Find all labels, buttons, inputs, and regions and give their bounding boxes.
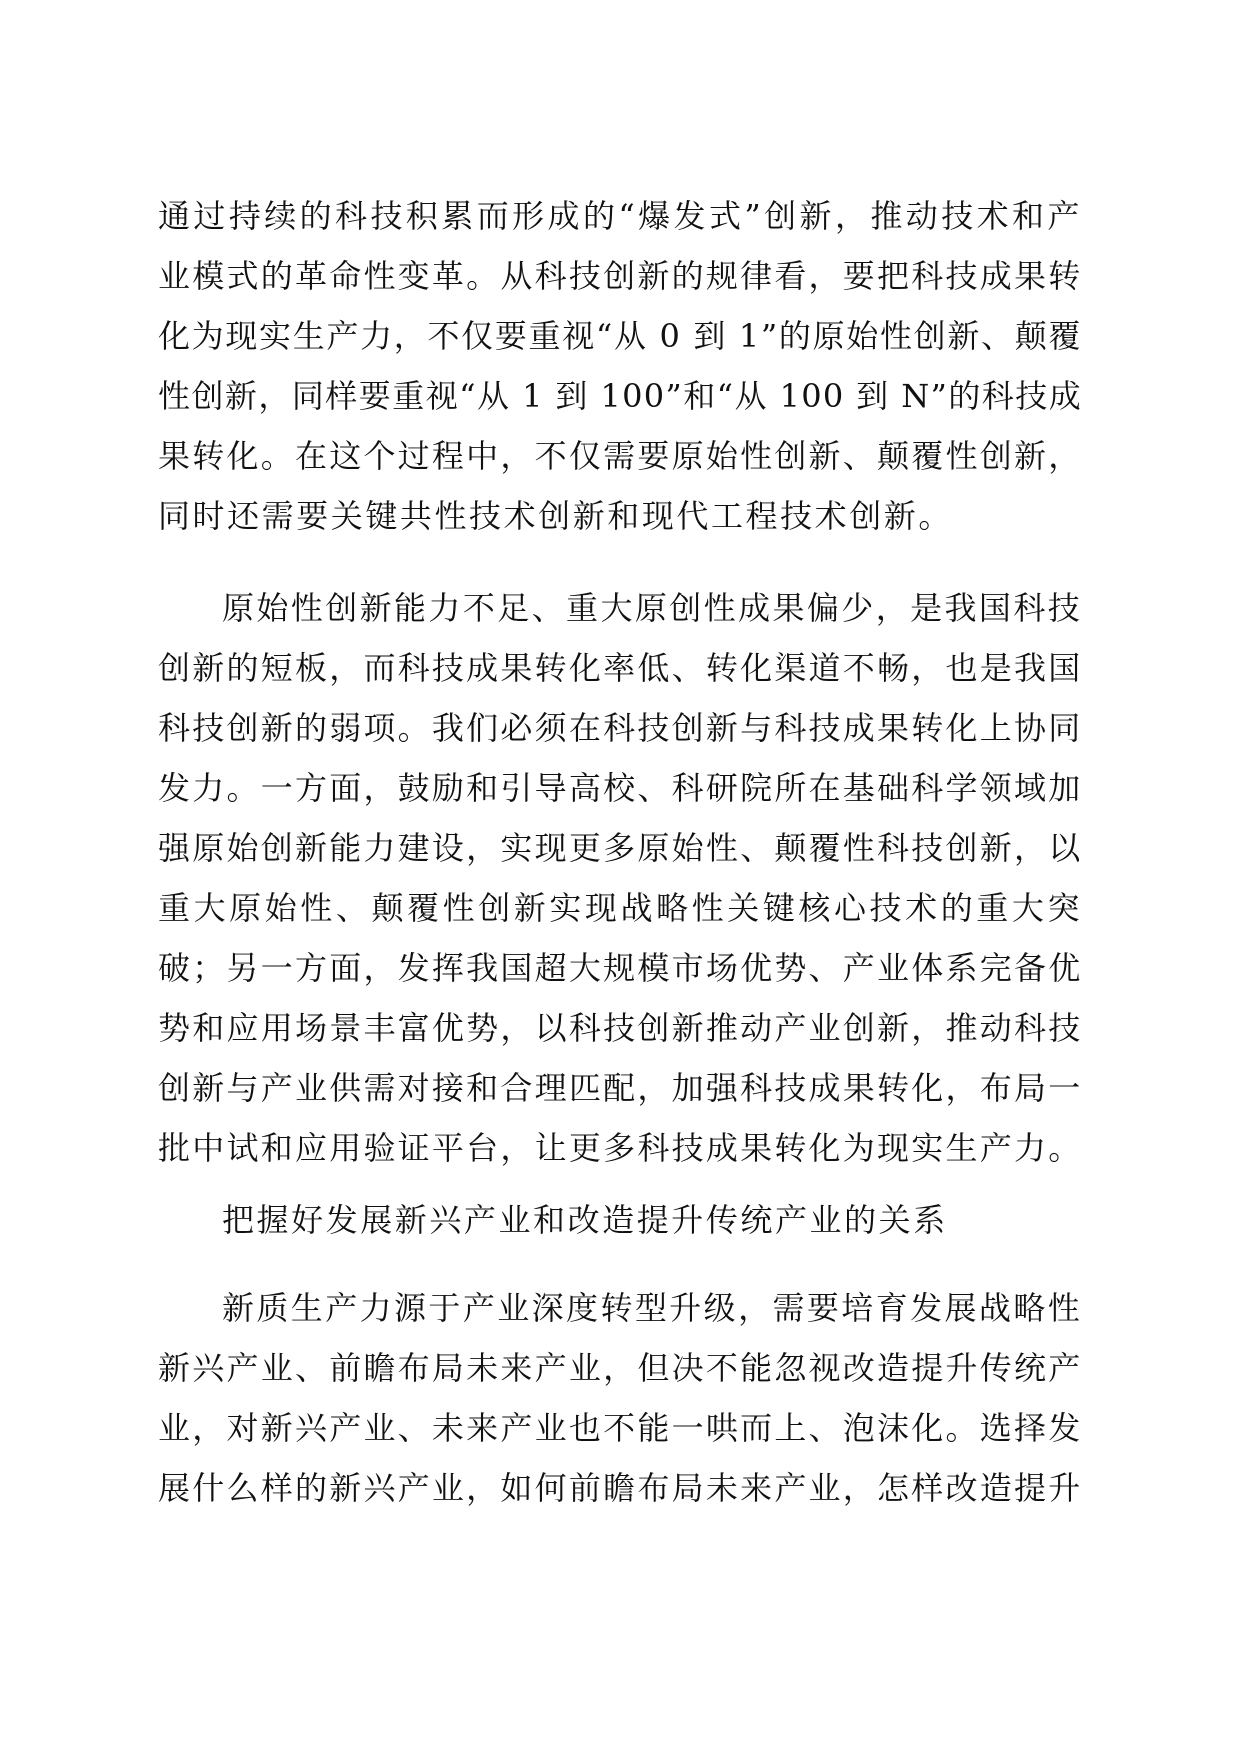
text-line: 创新的短板，而科技成果转化率低、转化渠道不畅，也是我国 bbox=[158, 649, 1083, 687]
text-line: 创新与产业供需对接和合理匹配，加强科技成果转化，布局一 bbox=[158, 1069, 1083, 1107]
text-line: 性创新，同样要重视“从 1 到 100”和“从 100 到 N”的科技成 bbox=[158, 377, 1082, 415]
text-line: 化为现实生产力，不仅要重视“从 0 到 1”的原始性创新、颠覆 bbox=[158, 317, 1082, 355]
text-line: 业，对新兴产业、未来产业也不能一哄而上、泡沫化。选择发 bbox=[158, 1409, 1083, 1447]
section-heading: 把握好发展新兴产业和改造提升传统产业的关系 bbox=[222, 1201, 948, 1239]
text-line: 展什么样的新兴产业，如何前瞻布局未来产业，怎样改造提升 bbox=[158, 1469, 1083, 1507]
text-line: 批中试和应用验证平台，让更多科技成果转化为现实生产力。 bbox=[158, 1129, 1083, 1167]
text-line: 重大原始性、颠覆性创新实现战略性关键核心技术的重大突 bbox=[158, 889, 1082, 927]
text-line: 原始性创新能力不足、重大原创性成果偏少，是我国科技 bbox=[222, 589, 1082, 627]
text-line: 新兴产业、前瞻布局未来产业，但决不能忽视改造提升传统产 bbox=[158, 1349, 1083, 1387]
text-line: 业模式的革命性变革。从科技创新的规律看，要把科技成果转 bbox=[158, 257, 1083, 295]
text-line: 破；另一方面，发挥我国超大规模市场优势、产业体系完备优 bbox=[158, 949, 1083, 987]
text-line: 新质生产力源于产业深度转型升级，需要培育发展战略性 bbox=[222, 1289, 1082, 1327]
text-line: 强原始创新能力建设，实现更多原始性、颠覆性科技创新，以 bbox=[158, 829, 1083, 867]
text-line: 通过持续的科技积累而形成的“爆发式”创新，推动技术和产 bbox=[158, 197, 1082, 235]
text-line: 势和应用场景丰富优势，以科技创新推动产业创新，推动科技 bbox=[158, 1009, 1083, 1047]
text-line: 同时还需要关键共性技术创新和现代工程技术创新。 bbox=[158, 497, 953, 535]
text-line: 发力。一方面，鼓励和引导高校、科研院所在基础科学领域加 bbox=[158, 769, 1083, 807]
text-line: 科技创新的弱项。我们必须在科技创新与科技成果转化上协同 bbox=[158, 709, 1083, 747]
text-line: 果转化。在这个过程中，不仅需要原始性创新、颠覆性创新， bbox=[158, 437, 1083, 475]
